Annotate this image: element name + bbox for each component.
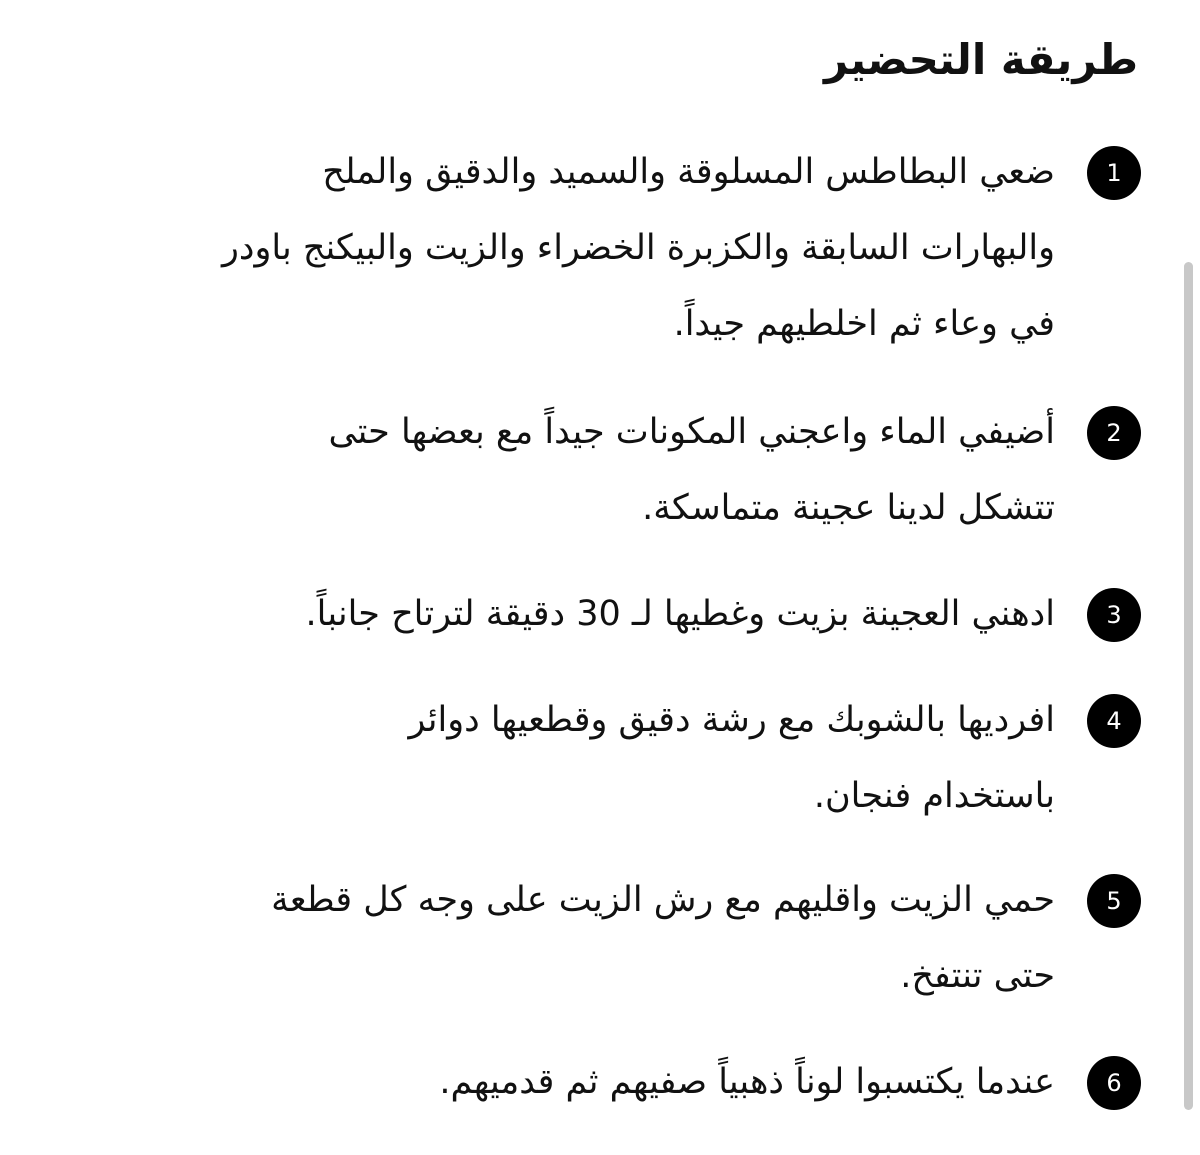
step-line: افرديها بالشوبك مع رشة دقيق وقطعيها دوائر bbox=[408, 700, 1055, 740]
step-text bbox=[85, 1044, 1055, 1120]
step-line: حمي الزيت واقليهم مع رش الزيت على وجه كل قطعة bbox=[271, 880, 1055, 920]
step-number-badge: 6 bbox=[1087, 1056, 1141, 1110]
step-line: أضيفي الماء واعجني المكونات جيداً مع بعضها حتى bbox=[328, 412, 1055, 452]
step-line: ادهني العجينة بزيت وغطيها لـ 30 دقيقة لترتاح جانباً. bbox=[305, 594, 1055, 634]
step-line: والبهارات السابقة والكزبرة الخضراء والزيت والبيكنج باودر bbox=[221, 228, 1055, 268]
page-title: طريقة التحضير bbox=[823, 35, 1138, 84]
step-text bbox=[85, 394, 1055, 546]
step-line: باستخدام فنجان. bbox=[813, 776, 1055, 816]
step-number-badge: 1 bbox=[1087, 146, 1141, 200]
step-line: عندما يكتسبوا لوناً ذهبياً صفيهم ثم قدميهم. bbox=[439, 1062, 1055, 1102]
step-line: في وعاء ثم اخلطيهم جيداً. bbox=[673, 304, 1055, 344]
step-number-badge: 4 bbox=[1087, 694, 1141, 748]
step-number-badge: 5 bbox=[1087, 874, 1141, 928]
step-text bbox=[85, 576, 1055, 652]
step-text bbox=[85, 134, 1055, 362]
step-line: ضعي البطاطس المسلوقة والسميد والدقيق والملح bbox=[322, 152, 1055, 192]
step-number-badge: 3 bbox=[1087, 588, 1141, 642]
scrollbar[interactable] bbox=[1184, 262, 1193, 1110]
step-line: تتشكل لدينا عجينة متماسكة. bbox=[642, 488, 1055, 528]
step-text bbox=[85, 682, 1055, 834]
step-number-badge: 2 bbox=[1087, 406, 1141, 460]
step-text bbox=[85, 862, 1055, 1014]
step-line: حتى تنتفخ. bbox=[900, 956, 1055, 996]
